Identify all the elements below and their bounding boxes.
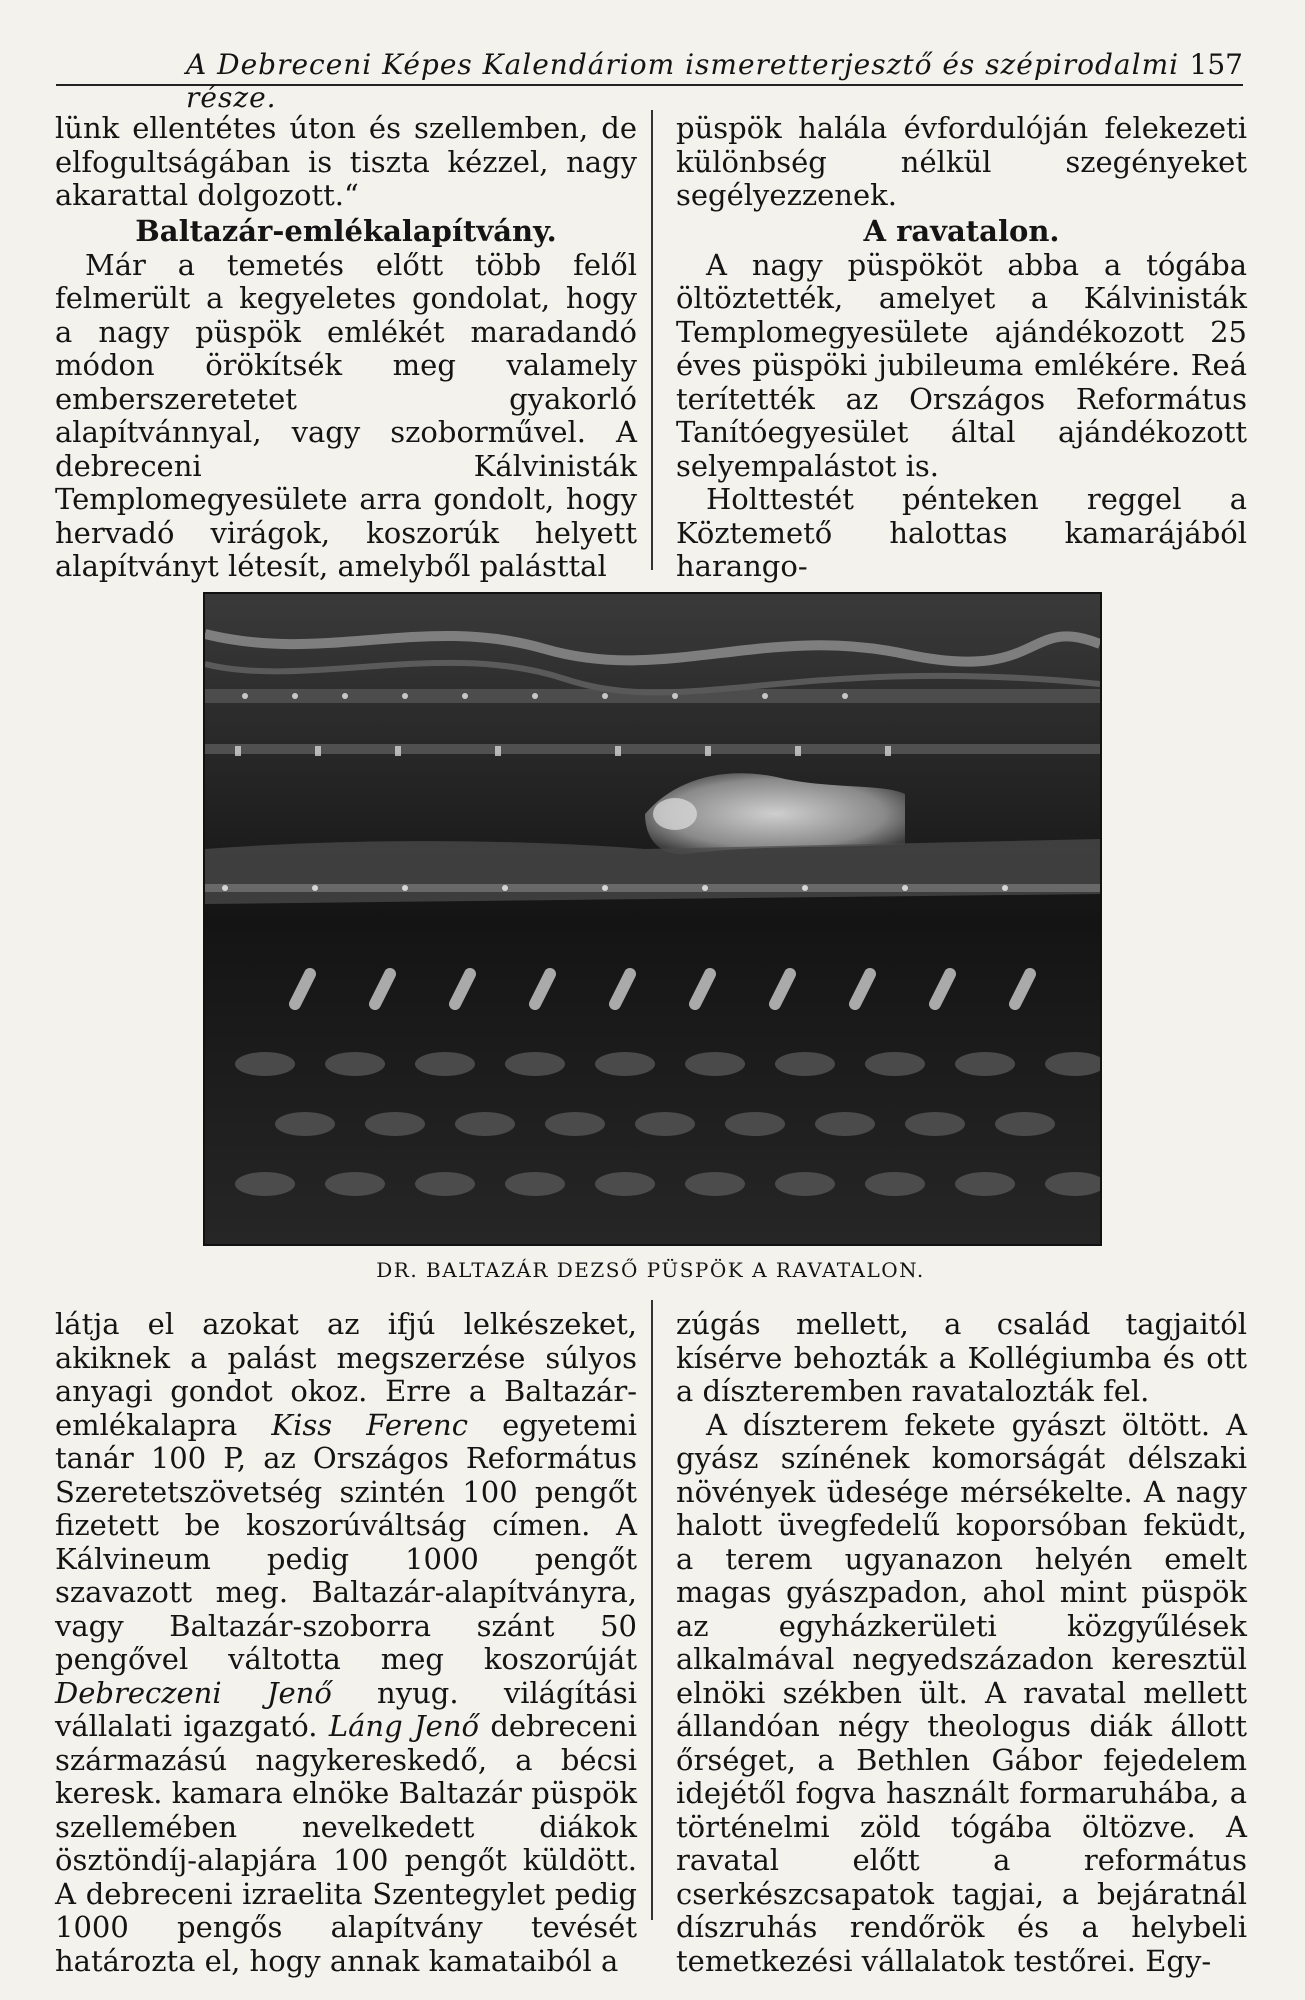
section-heading-baltazar-foundation: Baltazár-emlékalapítvány. xyxy=(135,213,557,248)
page-number: 157 xyxy=(1189,48,1243,81)
column-rule xyxy=(651,110,653,570)
text-run: nyug. világítási vállalati igazgató. xyxy=(55,1675,637,1743)
photograph-image xyxy=(205,594,1100,1244)
paragraph xyxy=(55,1308,637,1978)
person-name: Láng Jenő xyxy=(328,1709,479,1743)
paragraph: A nagy püspököt abba a tógába öltöztették, amelyet a Kálvinisták Templomegyesülete ajándékozott 25 éves püspöki jubileuma emlékére. Reá terítették az Országos Református Tanítóegyesület által ajándékozott selyempalástot is. xyxy=(676,247,1247,483)
paragraph: Már a temetés előtt több felől felmerült a kegyeletes gondolat, hogy a nagy püspök emlékét maradandó módon örökítsék meg valamely emberszeretetet gyakorló alapítvánnyal, vagy szoborművel. A debreceni Kálvinisták Templomegyesülete arra gondolt, hogy hervadó virágok, koszorúk helyett alapítványt létesít, amelyből palásttal xyxy=(55,247,637,583)
paragraph: lünk ellentétes úton és szellemben, de elfogultságában is tiszta kézzel, nagy akarattal dolgozott.“ xyxy=(55,111,637,212)
top-right-column xyxy=(676,112,1247,584)
top-left-column xyxy=(55,112,637,584)
bottom-left-column xyxy=(55,1308,637,1978)
paragraph: A díszterem fekete gyászt öltött. A gyász színének komorságát délszaki növények üdesége mérsékelte. A nagy halott üvegfedelű koporsóban feküdt, a terem ugyanazon helyén emelt magas gyászpadon, ahol mint püspök az egyházkerületi közgyűlések alkalmával negyedszázadon keresztül elnöki székben ült. A ravatal mellett állandóan négy theologus diák állott őrséget, a Bethlen Gábor fejedelem idejétől fogva használt formaruhába, a történelmi zöld tógába öltözve. A ravatal előtt a református cserkészcsapatok tagjai, a bejáratnál díszruhás rendőrök és a helybeli temetkezési vállalatok testőrei. Egy- xyxy=(676,1407,1247,1978)
text-run: látja el azokat az ifjú lelkészeket, akiknek a palást megszerzése súlyos anyagi gondot okoz. Erre a Baltazár-emlékalapra xyxy=(55,1307,637,1442)
text-run: egyetemi tanár 100 P, az Országos Református Szeretetszövetség szintén 100 pengőt fizetett be koszorúváltság címen. A Kálvineum pedig 1000 pengőt szavazott meg. Baltazár-alapítványra, vagy Baltazár-szoborra szánt 50 pengővel váltotta meg koszorúját xyxy=(55,1407,637,1676)
photograph xyxy=(203,592,1102,1246)
running-header xyxy=(56,44,1243,114)
bottom-right-column xyxy=(676,1308,1247,1978)
running-title: A Debreceni Képes Kalendáriom ismeretterjesztő és szépirodalmi része. xyxy=(186,48,1180,114)
section-heading-on-the-bier: A ravatalon. xyxy=(863,213,1060,248)
photo-caption: DR. BALTAZÁR DEZSŐ PÜSPÖK A RAVATALON. xyxy=(376,1258,925,1282)
person-name: Debreczeni Jenő xyxy=(55,1675,332,1710)
column-rule xyxy=(651,1300,653,1920)
paragraph: püspök halála évfordulóján felekezeti különbség nélkül szegényeket segélyezzenek. xyxy=(676,111,1247,212)
paragraph: zúgás mellett, a család tagjaitól kísérve behozták a Kollégiumba és ott a díszteremben ravatalozták fel. xyxy=(676,1307,1247,1408)
person-name: Kiss Ferenc xyxy=(271,1407,468,1442)
text-run: debreceni származású nagykereskedő, a bécsi keresk. kamara elnöke Baltazár püspök szellemében nevelkedett diákok ösztöndíj-alapjára 100 pengőt küldött. A debreceni izraelita Szentegylet pedig 1000 pengős alapítvány tevését határozta el, hogy annak kamataiból a xyxy=(55,1709,638,1978)
paragraph: Holttestét pénteken reggel a Köztemető halottas kamarájából harango- xyxy=(676,482,1247,583)
